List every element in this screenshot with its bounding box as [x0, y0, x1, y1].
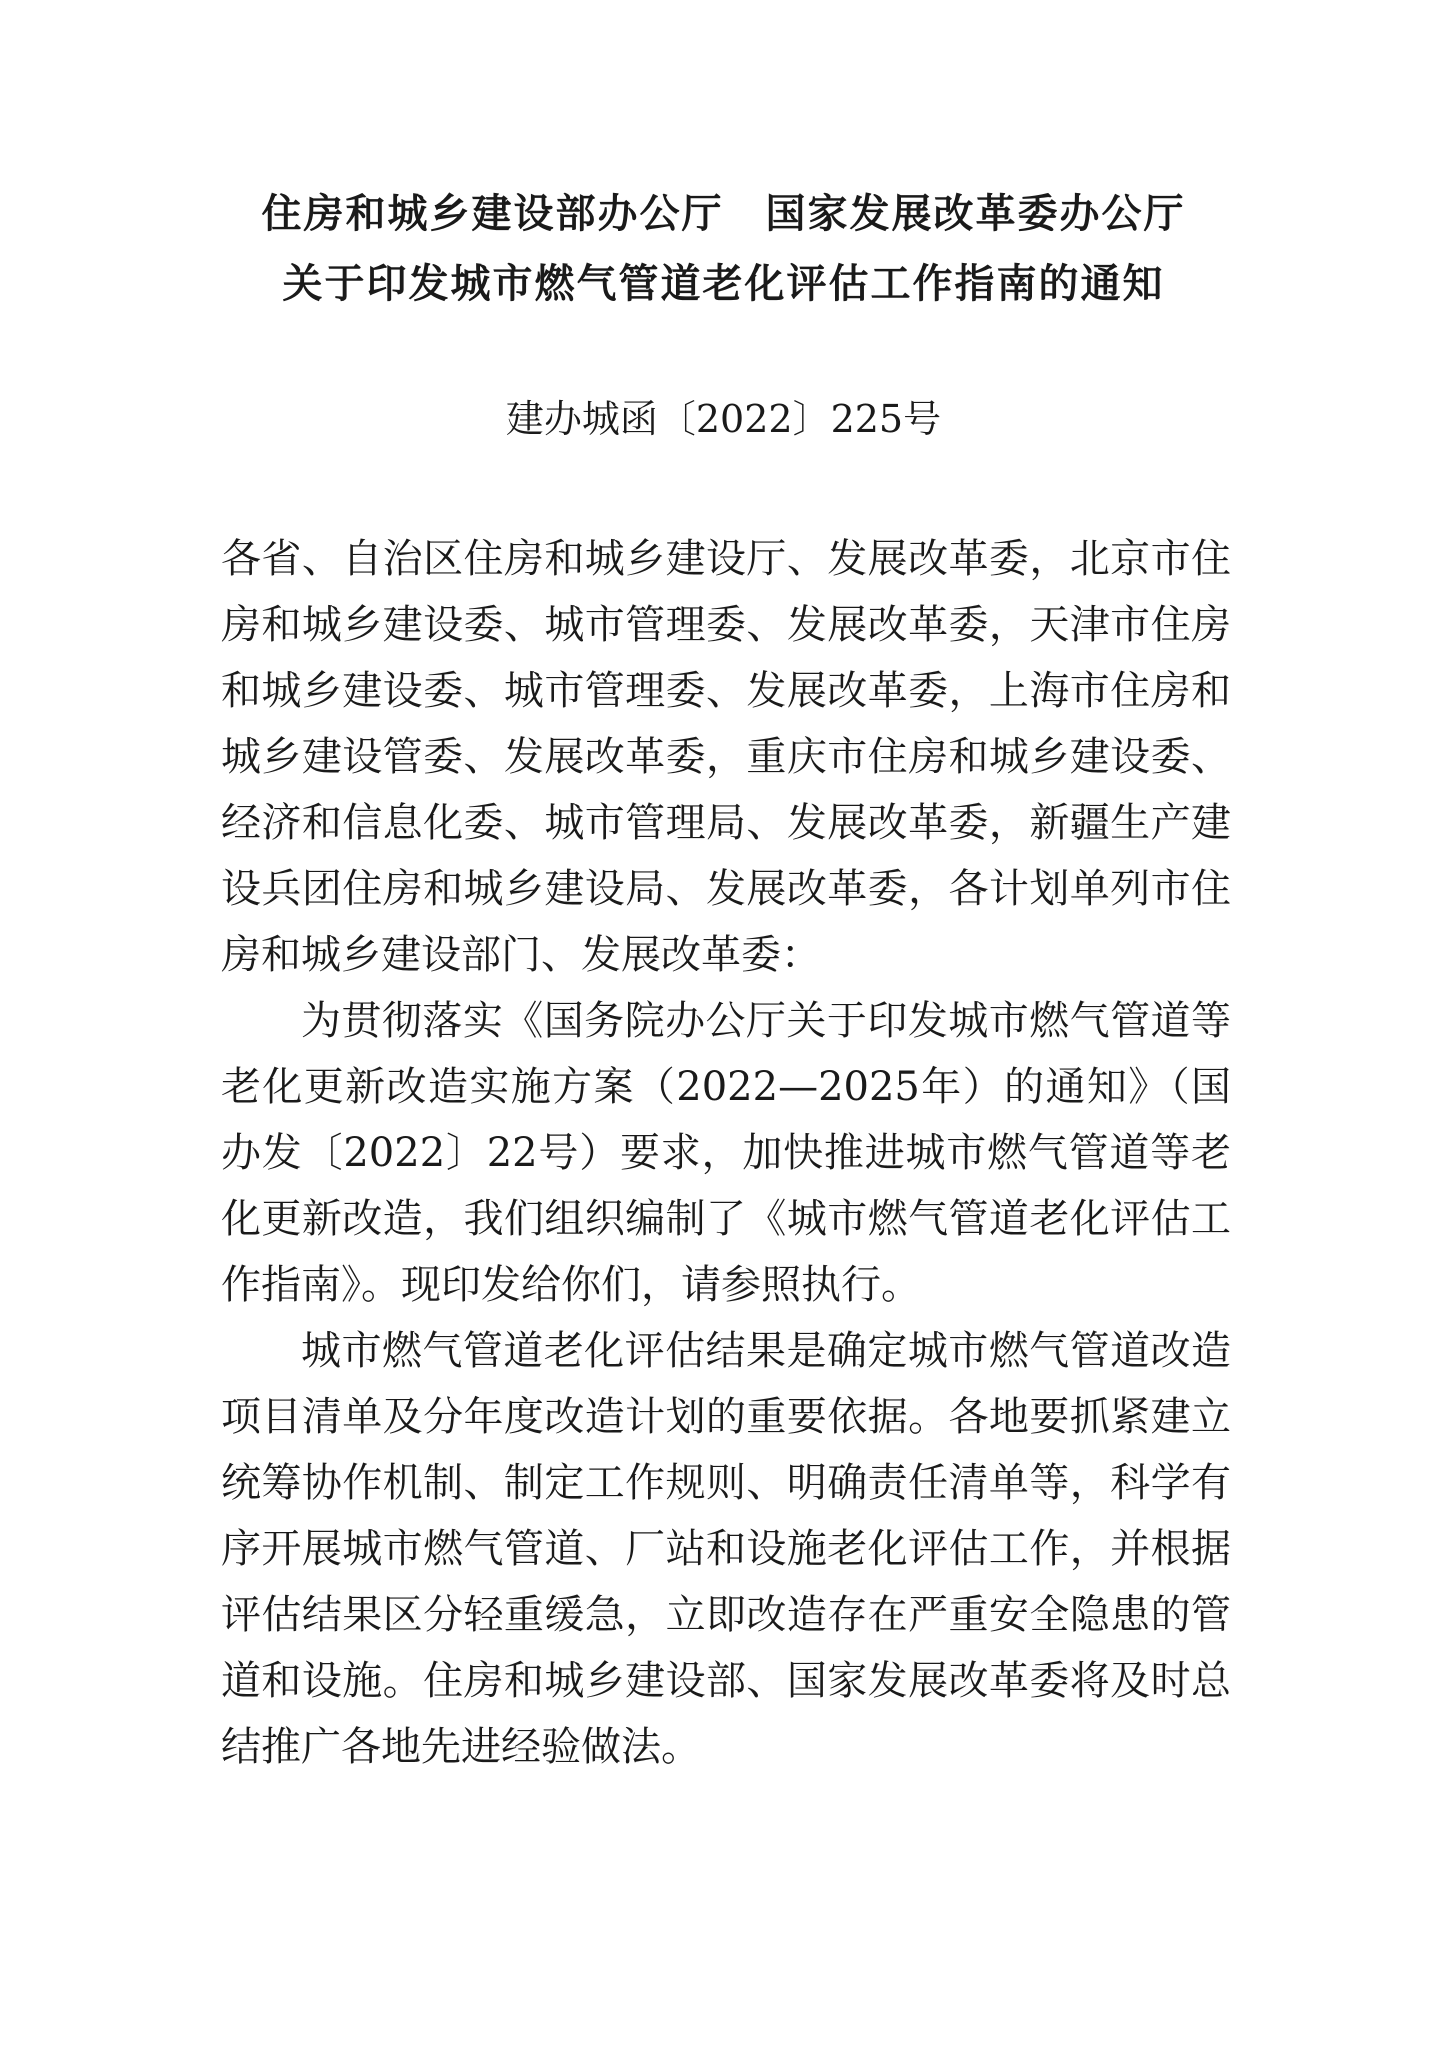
body-paragraph-2: 城市燃气管道老化评估结果是确定城市燃气管道改造项目清单及分年度改造计划的重要依据。各地要抓紧建立统筹协作机制、制定工作规则、明确责任清单等，科学有序开展城市燃气管道、厂站和设施老化评估工作，并根据评估结果区分轻重缓急，立即改造存在严重安全隐患的管道和设施。住房和城乡建设部、国家发展改革委将及时总结推广各地先进经验做法。	[221, 1328, 1231, 1770]
document-body	[221, 526, 1231, 1780]
body-paragraph-1: 为贯彻落实《国务院办公厅关于印发城市燃气管道等老化更新改造实施方案（2022—2025年）的通知》（国办发〔2022〕22号）要求，加快推进城市燃气管道等老化更新改造，我们组织编制了《城市燃气管道老化评估工作指南》。现印发给你们，请参照执行。	[221, 998, 1231, 1308]
addressees-paragraph: 各省、自治区住房和城乡建设厅、发展改革委，北京市住房和城乡建设委、城市管理委、发展改革委，天津市住房和城乡建设委、城市管理委、发展改革委，上海市住房和城乡建设管委、发展改革委，重庆市住房和城乡建设委、经济和信息化委、城市管理局、发展改革委，新疆生产建设兵团住房和城乡建设局、发展改革委，各计划单列市住房和城乡建设部门、发展改革委：	[221, 536, 1231, 978]
document-title-line-2: 关于印发城市燃气管道老化评估工作指南的通知	[282, 261, 1165, 307]
document-number: 建办城函〔2022〕225号	[505, 397, 942, 441]
document-title-line-1: 住房和城乡建设部办公厅 国家发展改革委办公厅	[261, 191, 1186, 237]
